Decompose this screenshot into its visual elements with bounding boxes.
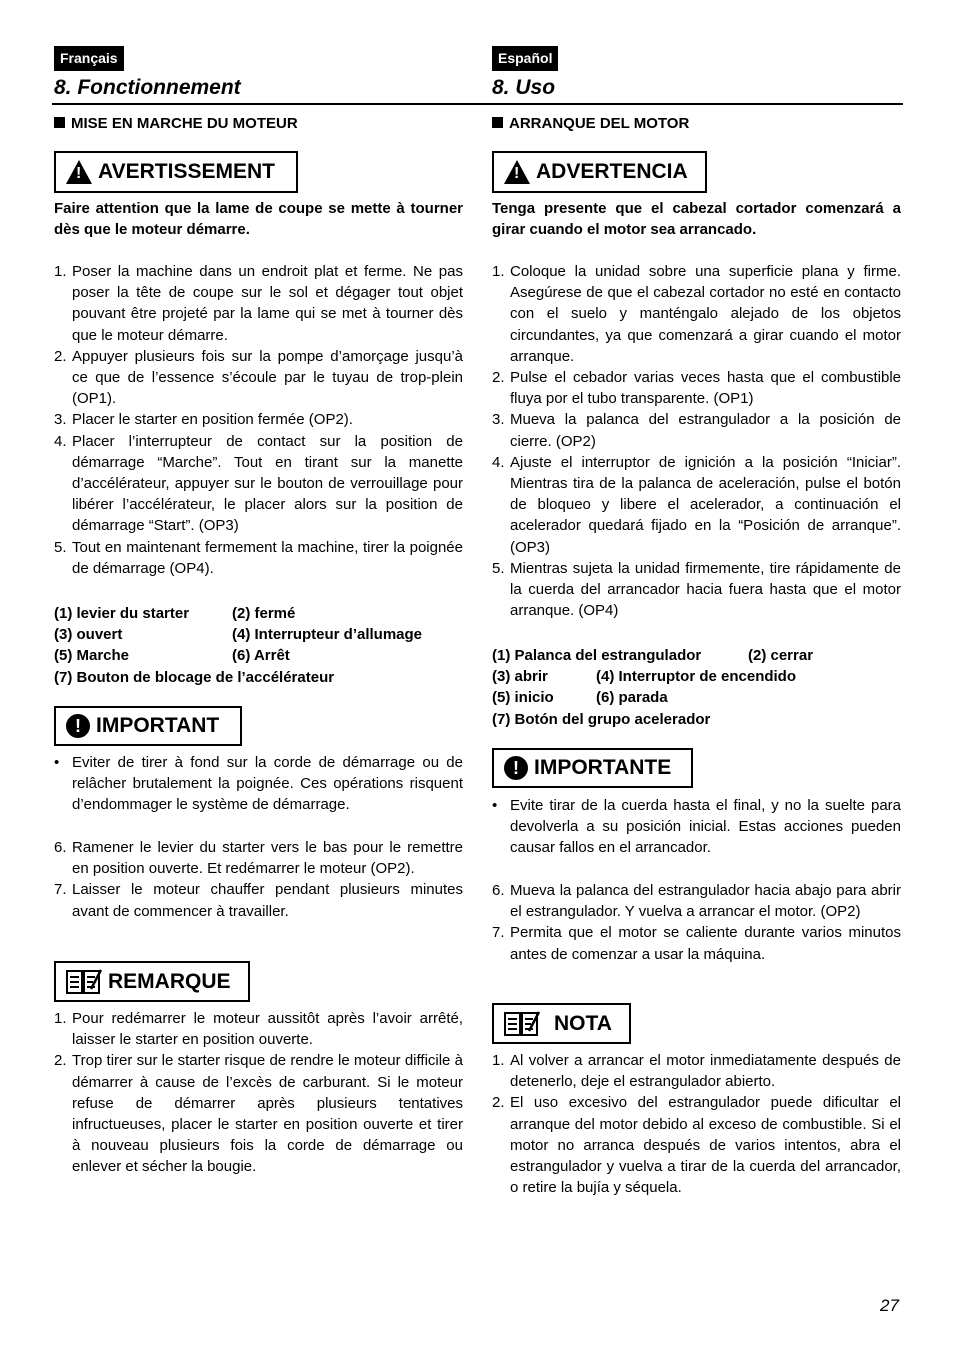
section-title-es: 8. Uso bbox=[492, 76, 556, 99]
list-item: 1. Al volver a arrancar el motor inmediatamente después de detenerlo, deje el estrangulador abierto. bbox=[492, 1052, 901, 1091]
list-item: 1. Pour redémarrer le moteur aussitôt après l’avoir arrêté, laisser le starter en position ouverte. bbox=[54, 1010, 463, 1049]
note-box-es: NOTA bbox=[492, 1003, 631, 1044]
steps-list-es bbox=[492, 261, 901, 621]
warning-text-fr: Faire attention que la lame de coupe se mette à tourner dès que le moteur démarre. bbox=[54, 200, 463, 239]
warning-box-fr: ! AVERTISSEMENT bbox=[54, 151, 298, 193]
important-text-es bbox=[492, 795, 901, 859]
list-item: 1. Poser la machine dans un endroit plat et ferme. Ne pas poser la tête de coupe sur le sol et dégager tout objet pouvant être projeté par la lame qui se met à tourner dès que le moteur démarre. bbox=[54, 263, 463, 344]
subhead-es: ARRANQUE DEL MOTOR bbox=[492, 115, 689, 132]
exclamation-icon: ! bbox=[66, 714, 90, 738]
list-item: 4. Ajuste el interruptor de ignición a la posición “Iniciar”. Mientras tira de la palanca de aceleración, pulse el botón de bloqueo y libere el acelerador, a continuación el acelerador quedará fijado en la “Posición de arranque”. (OP3) bbox=[492, 453, 901, 556]
list-item: • Eviter de tirer à fond sur la corde de démarrage ou de relâcher brutalement la poignée. Ces opérations risquent d’endommager le système de démarrage. bbox=[54, 754, 463, 814]
list-item: 6. Mueva la palanca del estrangulador hacia abajo para abrir el estrangulador. Y vuelva a arrancar el motor. (OP2) bbox=[492, 882, 901, 921]
list-item: 7. Permita que el motor se caliente durante varios minutos antes de comenzar a usar la máquina. bbox=[492, 924, 901, 963]
subhead-fr: MISE EN MARCHE DU MOTEUR bbox=[54, 115, 298, 132]
notes-list-fr bbox=[54, 1008, 463, 1178]
open-book-note-icon bbox=[504, 1011, 540, 1037]
legend-fr: (1) levier du starter (2) fermé (3) ouvert (4) Interrupteur d’allumage (5) Marche (6) Arrêt (7) Bouton de blocage de l’accélérateur bbox=[54, 605, 423, 686]
list-item: 2. El uso excesivo del estrangulador puede dificultar el arranque del motor debido al exceso de combustible. Si el motor no arranca después de varios intentos, abra el estrangulador y vuelva a tirar de la cuerda del arrancador, o retire la bujía y séquela. bbox=[492, 1094, 901, 1197]
warning-box-es: ! ADVERTENCIA bbox=[492, 151, 707, 193]
steps2-list-fr bbox=[54, 837, 463, 922]
list-item: 5. Mientras sujeta la unidad firmemente, tire rápidamente de la cuerda del arrancador hacia fuera hasta que el motor arranque. (OP4) bbox=[492, 559, 901, 620]
list-item: 3. Mueva la palanca del estrangulador a la posición de cierre. (OP2) bbox=[492, 411, 901, 450]
list-item: 1. Coloque la unidad sobre una superficie plana y firme. Asegúrese de que el cabezal cortador no esté en contacto con el suelo y manténgalo alejado de los objetos circundantes, ya que comenzará a girar cuando el motor arranque. bbox=[492, 263, 901, 365]
notes-list-es bbox=[492, 1050, 901, 1198]
column-french bbox=[54, 46, 464, 101]
warning-triangle-icon bbox=[66, 160, 92, 184]
section-title-fr: 8. Fonctionnement bbox=[54, 76, 241, 99]
important-text-fr bbox=[54, 752, 463, 816]
square-bullet-icon bbox=[54, 117, 65, 128]
list-item: 7. Laisser le moteur chauffer pendant plusieurs minutes avant de commencer à travailler. bbox=[54, 881, 463, 920]
steps2-list-es bbox=[492, 880, 901, 965]
column-spanish bbox=[492, 46, 902, 101]
steps-list-fr bbox=[54, 261, 463, 579]
list-item: 2. Pulse el cebador varias veces hasta que el combustible fluya por el tubo transparente. (OP1) bbox=[492, 369, 901, 408]
list-item: 2. Appuyer plusieurs fois sur la pompe d’amorçage jusqu’à ce que de l’essence s’écoule par le tuyau de trop-plein (OP1). bbox=[54, 347, 463, 408]
legend-es: (1) Palanca del estrangulador (2) cerrar (3) abrir (4) Interruptor de encendido (5) inicio (6) parada (7) Botón del grupo acelerador bbox=[492, 647, 814, 728]
list-item: 3. Placer le starter en position fermée (OP2). bbox=[54, 411, 353, 429]
page-number: 27 bbox=[880, 1296, 899, 1315]
list-item: • Evite tirar de la cuerda hasta el final, y no la suelte para devolverla a su posición inicial. Estas acciones pueden causar fallos en el arrancador. bbox=[492, 797, 901, 857]
list-item: 6. Ramener le levier du starter vers le bas pour le remettre en position ouverte. Et redémarrer le moteur (OP2). bbox=[54, 839, 463, 878]
exclamation-icon: ! bbox=[504, 756, 528, 780]
list-item: 5. Tout en maintenant fermement la machine, tirer la poignée de démarrage (OP4). bbox=[54, 538, 463, 577]
square-bullet-icon bbox=[492, 117, 503, 128]
open-book-note-icon bbox=[66, 969, 102, 995]
list-item: 2. Trop tirer sur le starter risque de rendre le moteur difficile à démarrer à cause de l’excès de carburant. Si le moteur refuse de démarrer après plusieurs tentatives infructueuses, placer le starter en position ouverte et tirer à nouveau plusieurs fois la corde de démarrage ou enlever et sécher la bougie. bbox=[54, 1052, 463, 1176]
important-box-fr: ! IMPORTANT bbox=[54, 706, 242, 746]
warning-text-es: Tenga presente que el cabezal cortador comenzará a girar cuando el motor sea arrancado. bbox=[492, 200, 901, 239]
language-tag-fr: Français bbox=[54, 46, 124, 71]
header-rule bbox=[52, 103, 903, 105]
note-box-fr: REMARQUE bbox=[54, 961, 250, 1002]
language-tag-es: Español bbox=[492, 46, 558, 71]
important-box-es: ! IMPORTANTE bbox=[492, 748, 693, 788]
list-item: 4. Placer l’interrupteur de contact sur la position de démarrage “Marche”. Tout en tirant sur la manette d’accélérateur, appuyer sur le bouton de verrouillage pour libérer l’accélérateur, le placer alors sur la position de démarrage “Start”. (OP3) bbox=[54, 432, 463, 535]
warning-triangle-icon bbox=[504, 160, 530, 184]
